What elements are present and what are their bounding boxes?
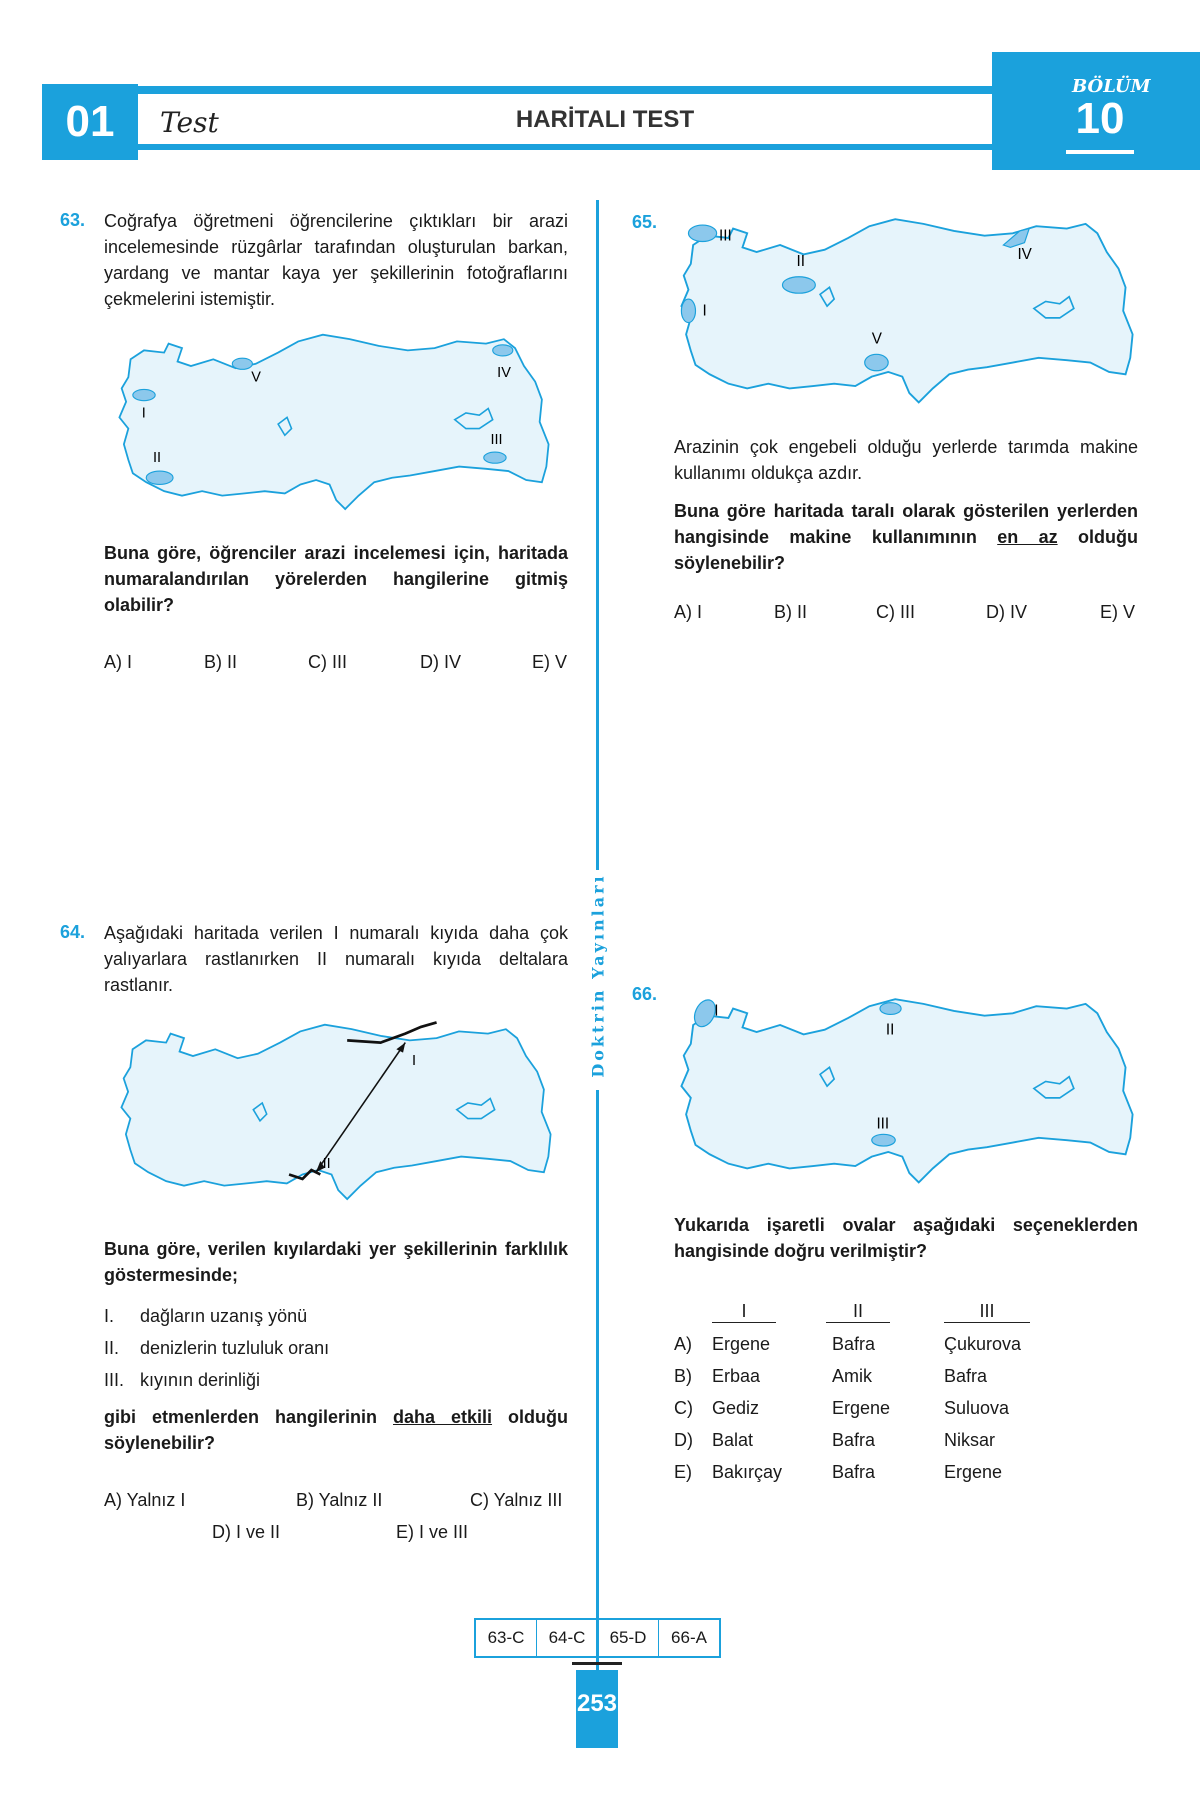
q64-item-2: denizlerin tuzluluk oranı — [140, 1338, 330, 1358]
q65-map-label-2: II — [796, 253, 806, 271]
answer-63: 63-C — [476, 1620, 537, 1656]
q64-question2-before: gibi etmenlerden hangilerinin — [104, 1407, 393, 1427]
q66-map — [672, 992, 1142, 1192]
q64-item-num-1: I. — [104, 1306, 115, 1326]
q66-question: Yukarıda işaretli ovalar aşağıdaki seçeneklerden hangisinde doğru verilmiştir? — [674, 1215, 1138, 1261]
q66-header-2: II — [826, 1300, 890, 1323]
q63-choice-a[interactable]: A) I — [104, 652, 133, 672]
q64-choice-b[interactable]: B) Yalnız II — [296, 1490, 383, 1510]
q66-row-e-c3: Ergene — [944, 1462, 1003, 1482]
q66-row-b-opt[interactable]: B) — [674, 1366, 692, 1386]
publisher-name: Doktrin Yayınları — [588, 873, 608, 1078]
q63-map — [104, 328, 564, 518]
q64-question2-after: olduğu söylenebilir? — [104, 1407, 568, 1453]
q66-row-a-c2: Bafra — [832, 1334, 876, 1354]
q64-stem: Aşağıdaki haritada verilen I numaralı kıyıda daha çok yalıyarlara rastlanırken II numaralı kıyıda deltalara rastlanır. — [104, 923, 568, 995]
q65-question-before: Buna göre haritada taralı olarak gösterilen yerlerden hangisinde makine kullanımının — [674, 501, 1138, 547]
answer-65: 65-D — [598, 1620, 659, 1656]
test-label: Test — [160, 106, 219, 139]
q64-map — [104, 1018, 568, 1208]
q66-row-c-c3: Suluova — [944, 1398, 1010, 1418]
q66-row-d-opt[interactable]: D) — [674, 1430, 693, 1450]
q64-map-label-2: II — [322, 1155, 331, 1172]
q63-choice-c[interactable]: C) III — [308, 652, 347, 672]
q65-stem: Arazinin çok engebeli olduğu yerlerde tarımda makine kullanımı oldukça azdır. — [674, 437, 1138, 483]
q66-row-d-c3: Niksar — [944, 1430, 996, 1450]
q64-choice-c[interactable]: C) Yalnız III — [470, 1490, 563, 1510]
q66-row-c-c1: Gediz — [712, 1398, 760, 1418]
q65-map-label-1: I — [702, 302, 707, 320]
q66-row-e-c2: Bafra — [832, 1462, 876, 1482]
q66-number: 66. — [632, 984, 658, 1004]
page-title: HARİTALI TEST — [515, 106, 695, 133]
q63-choice-e[interactable]: E) V — [532, 652, 568, 672]
section-label: BÖLÜM — [1072, 76, 1151, 97]
q64-item-num-3: III. — [104, 1370, 125, 1390]
answer-66: 66-A — [671, 1628, 707, 1647]
q64-item-3: kıyının derinliği — [140, 1370, 261, 1390]
q63-map-label-4: IV — [497, 365, 511, 382]
q66-row-d-c2: Bafra — [832, 1430, 876, 1450]
q66-row-b-c2: Amik — [832, 1366, 872, 1386]
q65-question — [674, 498, 1138, 576]
q66-row-e-opt[interactable]: E) — [674, 1462, 692, 1482]
section-number: 10 — [1075, 94, 1125, 143]
q66-row-e-c1: Bakırçay — [712, 1462, 783, 1482]
q65-map-label-5: V — [871, 330, 882, 348]
answer-64: 64-C — [537, 1620, 598, 1656]
test-number-badge — [42, 84, 138, 160]
q64-question: Buna göre, verilen kıyılardaki yer şekillerinin farklılık göstermesinde; — [104, 1239, 568, 1285]
q64-question2 — [104, 1404, 568, 1456]
publisher-side-label — [580, 870, 616, 1090]
q65-choice-a[interactable]: A) I — [674, 602, 703, 622]
q66-row-b-c3: Bafra — [944, 1366, 988, 1386]
q65-choice-d[interactable]: D) IV — [986, 602, 1028, 622]
q66-row-a-c1: Ergene — [712, 1334, 771, 1354]
q63-map-label-2: II — [152, 450, 162, 467]
q64-question2-underlined: daha etkili — [393, 1407, 493, 1427]
q66-row-c-c2: Ergene — [832, 1398, 891, 1418]
q63-map-label-1: I — [141, 405, 146, 422]
q65-question-underlined: en az — [997, 527, 1058, 547]
q65-map — [672, 212, 1142, 412]
q63-choice-b[interactable]: B) II — [204, 652, 238, 672]
q64-number: 64. — [60, 922, 86, 942]
q63-map-label-3: III — [490, 432, 503, 449]
q66-header-1: I — [712, 1300, 776, 1323]
answer-key — [474, 1618, 721, 1658]
q64-choice-e[interactable]: E) I ve III — [396, 1522, 469, 1542]
q66-map-label-2: II — [885, 1021, 895, 1039]
q65-choice-e[interactable]: E) V — [1100, 602, 1136, 622]
q66-header-3: III — [944, 1300, 1030, 1323]
page-number: 253 — [576, 1690, 618, 1717]
section-badge — [992, 52, 1200, 170]
q64-map-label-1: I — [412, 1052, 417, 1069]
page-number-badge — [576, 1670, 618, 1748]
q65-number: 65. — [632, 212, 658, 232]
q63-question: Buna göre, öğrenciler arazi incelemesi için, haritada numaralandırılan yörelerden hangilerine gitmiş olabilir? — [104, 543, 568, 615]
q65-choice-b[interactable]: B) II — [774, 602, 808, 622]
q65-map-label-4: IV — [1017, 246, 1032, 264]
q64-choice-d[interactable]: D) I ve II — [212, 1522, 281, 1542]
q66-row-b-c1: Erbaa — [712, 1366, 761, 1386]
test-number: 01 — [65, 97, 115, 146]
q65-question-after: olduğu söylenebilir? — [674, 527, 1138, 573]
q66-row-c-opt[interactable]: C) — [674, 1398, 693, 1418]
q63-choice-d[interactable]: D) IV — [420, 652, 462, 672]
q63-map-label-5: V — [251, 369, 261, 386]
q63-number: 63. — [60, 210, 86, 230]
q65-choice-c[interactable]: C) III — [876, 602, 915, 622]
q64-item-num-2: II. — [104, 1338, 120, 1358]
section-underline — [1066, 150, 1134, 154]
q65-map-label-3: III — [719, 227, 732, 245]
q63-stem: Coğrafya öğretmeni öğrencilerine çıktıkları bir arazi incelemesinde rüzgârlar tarafından oluşturulan barkan, yardang ve mantar kaya yer şekillerinin fotoğraflarını çekmelerini istemiştir. — [104, 211, 568, 309]
q64-item-1: dağların uzanış yönü — [140, 1306, 308, 1326]
q66-row-d-c1: Balat — [712, 1430, 754, 1450]
q66-map-label-3: III — [876, 1115, 890, 1133]
q66-map-label-1: I — [714, 1002, 719, 1020]
q64-choice-a[interactable]: A) Yalnız I — [104, 1490, 186, 1510]
page-number-rule — [572, 1662, 622, 1665]
q66-row-a-c3: Çukurova — [944, 1334, 1022, 1354]
q66-row-a-opt[interactable]: A) — [674, 1334, 692, 1354]
